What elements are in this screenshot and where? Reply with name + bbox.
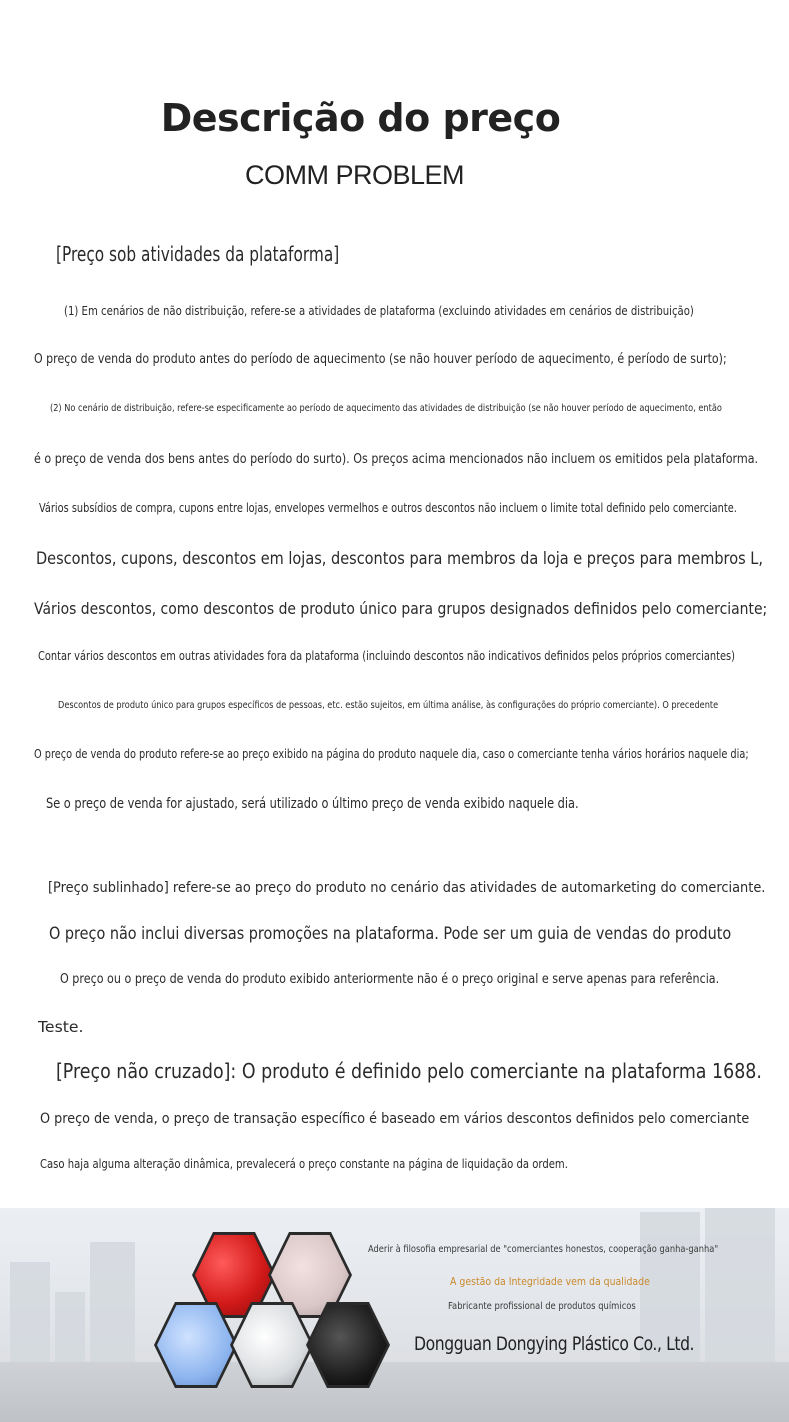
paragraph-line: Teste. xyxy=(38,1017,84,1036)
section-heading-non-crossed-price: [Preço não cruzado]: O produto é definido pelo comerciante na plataforma 1688. xyxy=(56,1059,762,1083)
company-name: Dongguan Dongying Plástico Co., Ltd. xyxy=(414,1333,695,1355)
city-skyline-building xyxy=(705,1208,775,1382)
paragraph-line: Vários descontos, como descontos de produto único para grupos designados definidos pelo comerciante; xyxy=(34,599,768,618)
company-banner xyxy=(0,1208,789,1422)
paragraph-line: [Preço sublinhado] refere-se ao preço do produto no cenário das atividades de automarketing do comerciante. xyxy=(48,879,766,896)
paragraph-line: Se o preço de venda for ajustado, será utilizado o último preço de venda exibido naquele dia. xyxy=(46,795,579,812)
plastic-pellets-image xyxy=(150,1228,390,1418)
paragraph-line: O preço de venda do produto antes do período de aquecimento (se não houver período de aquecimento, é período de surto); xyxy=(34,352,727,368)
page-title-text: Descrição do preço xyxy=(160,96,561,140)
page-subtitle-text: COMM PROBLEM xyxy=(244,160,465,190)
city-skyline-building xyxy=(640,1212,700,1382)
paragraph-line: Contar vários descontos em outras atividades fora da plataforma (incluindo descontos não indicativos definidos pelos próprios comerciantes) xyxy=(38,649,735,663)
paragraph-line: O preço ou o preço de venda do produto exibido anteriormente não é o preço original e serve apenas para referência. xyxy=(60,972,720,988)
paragraph-line: Vários subsídios de compra, cupons entre lojas, envelopes vermelhos e outros descontos não incluem o limite total definido pelo comerciante. xyxy=(39,501,737,515)
banner-slogan: A gestão da Integridade vem da qualidade xyxy=(450,1275,650,1288)
page-subtitle xyxy=(0,160,789,191)
banner-philosophy: Aderir à filosofia empresarial de "comerciantes honestos, cooperação ganha-ganha" xyxy=(368,1244,719,1255)
paragraph-line: O preço de venda do produto refere-se ao preço exibido na página do produto naquele dia, caso o comerciante tenha vários horários naquele dia; xyxy=(34,747,749,761)
paragraph-line: (1) Em cenários de não distribuição, refere-se a atividades de plataforma (excluindo atividades em cenários de distribuição) xyxy=(64,304,694,318)
city-skyline-building xyxy=(90,1242,135,1382)
paragraph-line: Descontos, cupons, descontos em lojas, descontos para membros da loja e preços para membros L, xyxy=(36,549,763,570)
page-title xyxy=(0,96,789,140)
paragraph-line: O preço não inclui diversas promoções na plataforma. Pode ser um guia de vendas do produto xyxy=(49,924,732,945)
paragraph-line: (2) No cenário de distribuição, refere-se especificamente ao período de aquecimento das atividades de distribuição (se não houver período de aquecimento, então xyxy=(50,402,722,414)
paragraph-line: Caso haja alguma alteração dinâmica, prevalecerá o preço constante na página de liquidação da ordem. xyxy=(40,1157,568,1171)
paragraph-line: O preço de venda, o preço de transação específico é baseado em vários descontos definidos pelo comerciante xyxy=(40,1110,750,1127)
section-heading-platform-activities: [Preço sob atividades da plataforma] xyxy=(56,242,340,266)
banner-description: Fabricante profissional de produtos químicos xyxy=(448,1301,636,1312)
paragraph-line: Descontos de produto único para grupos específicos de pessoas, etc. estão sujeitos, em última análise, às configurações do próprio comerciante). O precedente xyxy=(58,699,719,711)
paragraph-line: é o preço de venda dos bens antes do período do surto). Os preços acima mencionados não incluem os emitidos pela plataforma. xyxy=(34,452,759,468)
ground-plane xyxy=(0,1362,789,1422)
